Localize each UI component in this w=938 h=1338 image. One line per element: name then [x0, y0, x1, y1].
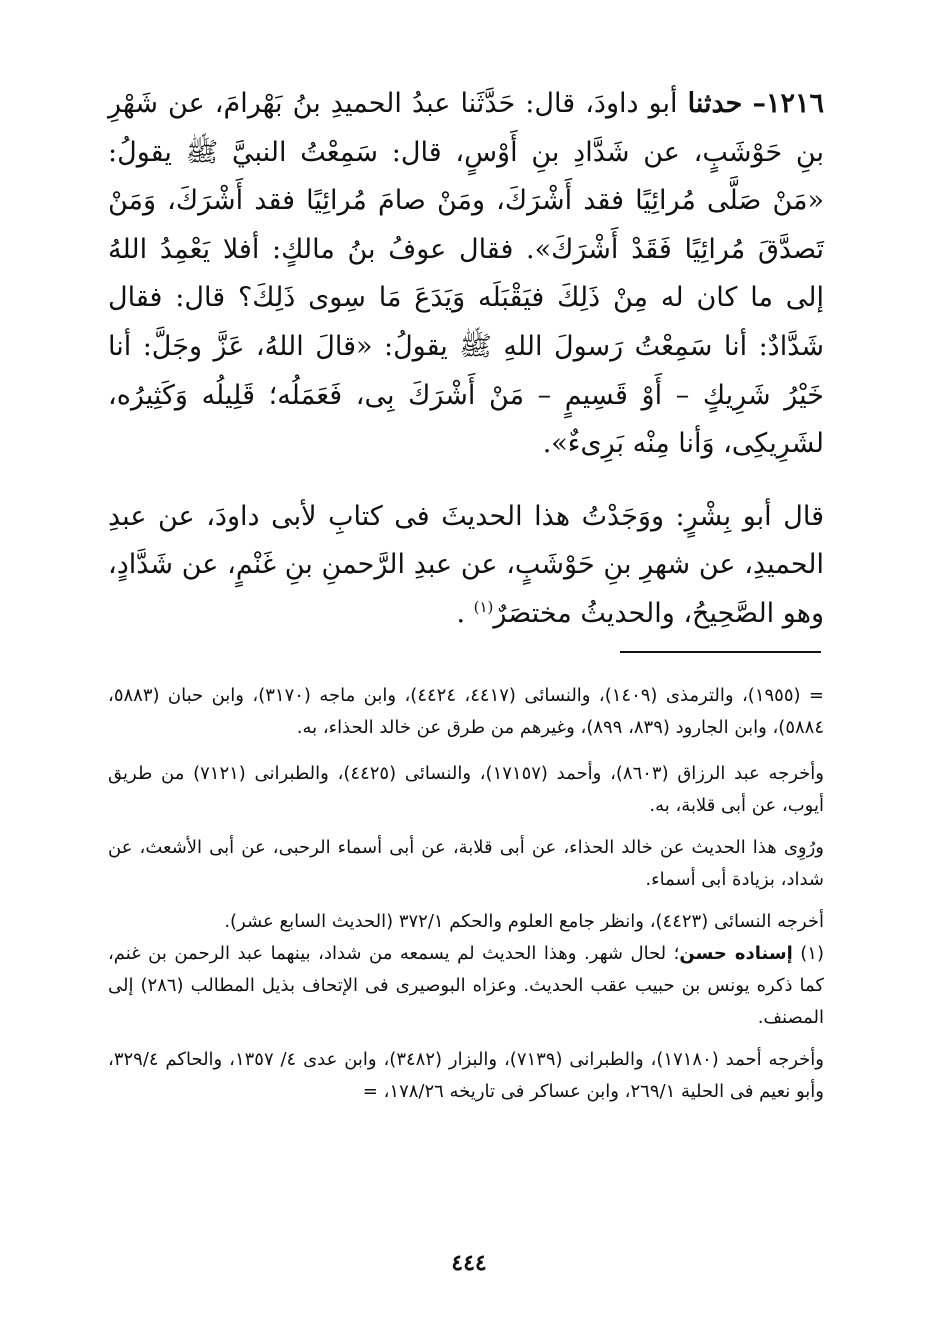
footnotes — [108, 680, 824, 1118]
footnote-ref: (١) — [473, 597, 494, 616]
footnote-1-grading: إسناده حسن — [679, 943, 793, 964]
abu-bishr-paragraph — [108, 493, 824, 639]
page-number: ٤٤٤ — [451, 1250, 487, 1276]
abu-bishr-end: . — [456, 597, 474, 629]
footnote-paragraph — [108, 906, 824, 1034]
footnote-paragraph: وأخرجه أحمد (١٧١٨٠)، والطبرانى (٧١٣٩)، والبزار (٣٤٨٢)، وابن عدى ٤/ ١٣٥٧، والحاكم ٣٢٩/٤، وأبو نعيم فى الحلية ٢٦٩/١، وابن عساكر فى تاريخه ١٧٨/٢٦، = — [108, 1049, 824, 1102]
hadith-number: ١٢١٦– — [752, 88, 824, 119]
footnote-1-marker: (١) — [800, 943, 824, 964]
footnote-continuation: = (١٩٥٥)، والترمذى (١٤٠٩)، والنسائى (٤٤١٧، ٤٤٢٤)، وابن ماجه (٣١٧٠)، وابن حبان (٥٨٨٣، ٥٨٨٤)، وابن الجارود (٨٣٩، ٨٩٩)، وغيرهم من طرق عن خالد الحذاء، به. — [108, 685, 825, 738]
main-text — [108, 80, 824, 639]
footnote-separator — [620, 651, 821, 653]
abu-bishr-text: قال أبو بِشْرٍ: ووَجَدْتُ هذا الحديثَ فى كتابِ لأبى داودَ، عن عبدِ الحميدِ، عن شهرِ بنِ حَوْشَبٍ، عن عبدِ الرَّحمنِ بنِ غَنْمٍ، عن شَدَّادٍ، وهو الصَّحِيحُ، والحديثُ مختصَرٌ — [108, 500, 824, 629]
haddathana-word: حدثنا — [687, 88, 743, 119]
footnote-paragraph-text: أخرجه النسائى (٤٤٢٣)، وانظر جامع العلوم والحكم ٣٧٢/١ (الحديث السابع عشر). — [224, 911, 824, 932]
hadith-text: أبو داودَ، قال: حَدَّثَنا عبدُ الحميدِ بنُ بَهْرامَ، عن شَهْرِ بنِ حَوْشَبٍ، عن شَدَّادِ بنِ أَوْسٍ، قال: سَمِعْتُ النبيَّ ﷺ يقولُ: «مَنْ صَلَّى مُرائِيًا فقد أَشْرَكَ، ومَنْ صامَ مُرائِيًا فقد أَشْرَكَ، وَمَنْ تَصدَّقَ مُرائِيًا فَقَدْ أَشْرَكَ». فقال عوفُ بنُ مالكٍ: أفلا يَعْمِدُ اللهُ إلى ما كان له مِنْ ذَلِكَ فيَقْبَلَه وَيَدَعَ مَا سِوى ذَلِكَ؟ قال: فقال شَدَّادٌ: أنا سَمِعْتُ رَسولَ اللهِ ﷺ يقولُ: «قالَ اللهُ، عَزَّ وجَلَّ: أنا خَيْرُ شَرِيكٍ – أَوْ قَسِيمٍ – مَنْ أَشْرَكَ بِى، فَعَمَلُه؛ قَلِيلُه وَكَثِيرُه، لشَرِيكِى، وَأنا مِنْه بَرِىءٌ». — [108, 88, 824, 460]
hadith-paragraph — [108, 80, 824, 469]
footnote-1-text: ؛ لحال شهر. وهذا الحديث لم يسمعه من شداد، بينهما عبد الرحمن بن غنم، كما ذكره يونس بن حبيب عقب الحديث. وعزاه البوصيرى فى الإتحاف بذيل المطالب (٢٨٦) إلى المصنف. — [108, 943, 825, 1028]
footnote-paragraph: ورُوِى هذا الحديث عن خالد الحذاء، عن أبى قلابة، عن أبى أسماء الرحبى، عن أبى الأشعث، عن شداد، بزيادة أبى أسماء. — [108, 837, 824, 890]
footnote-paragraph: وأخرجه عبد الرزاق (٨٦٠٣)، وأحمد (١٧١٥٧)، والنسائى (٤٤٢٥)، والطبرانى (٧١٢١) من طريق أيوب، عن أبى قلابة، به. — [108, 763, 825, 816]
